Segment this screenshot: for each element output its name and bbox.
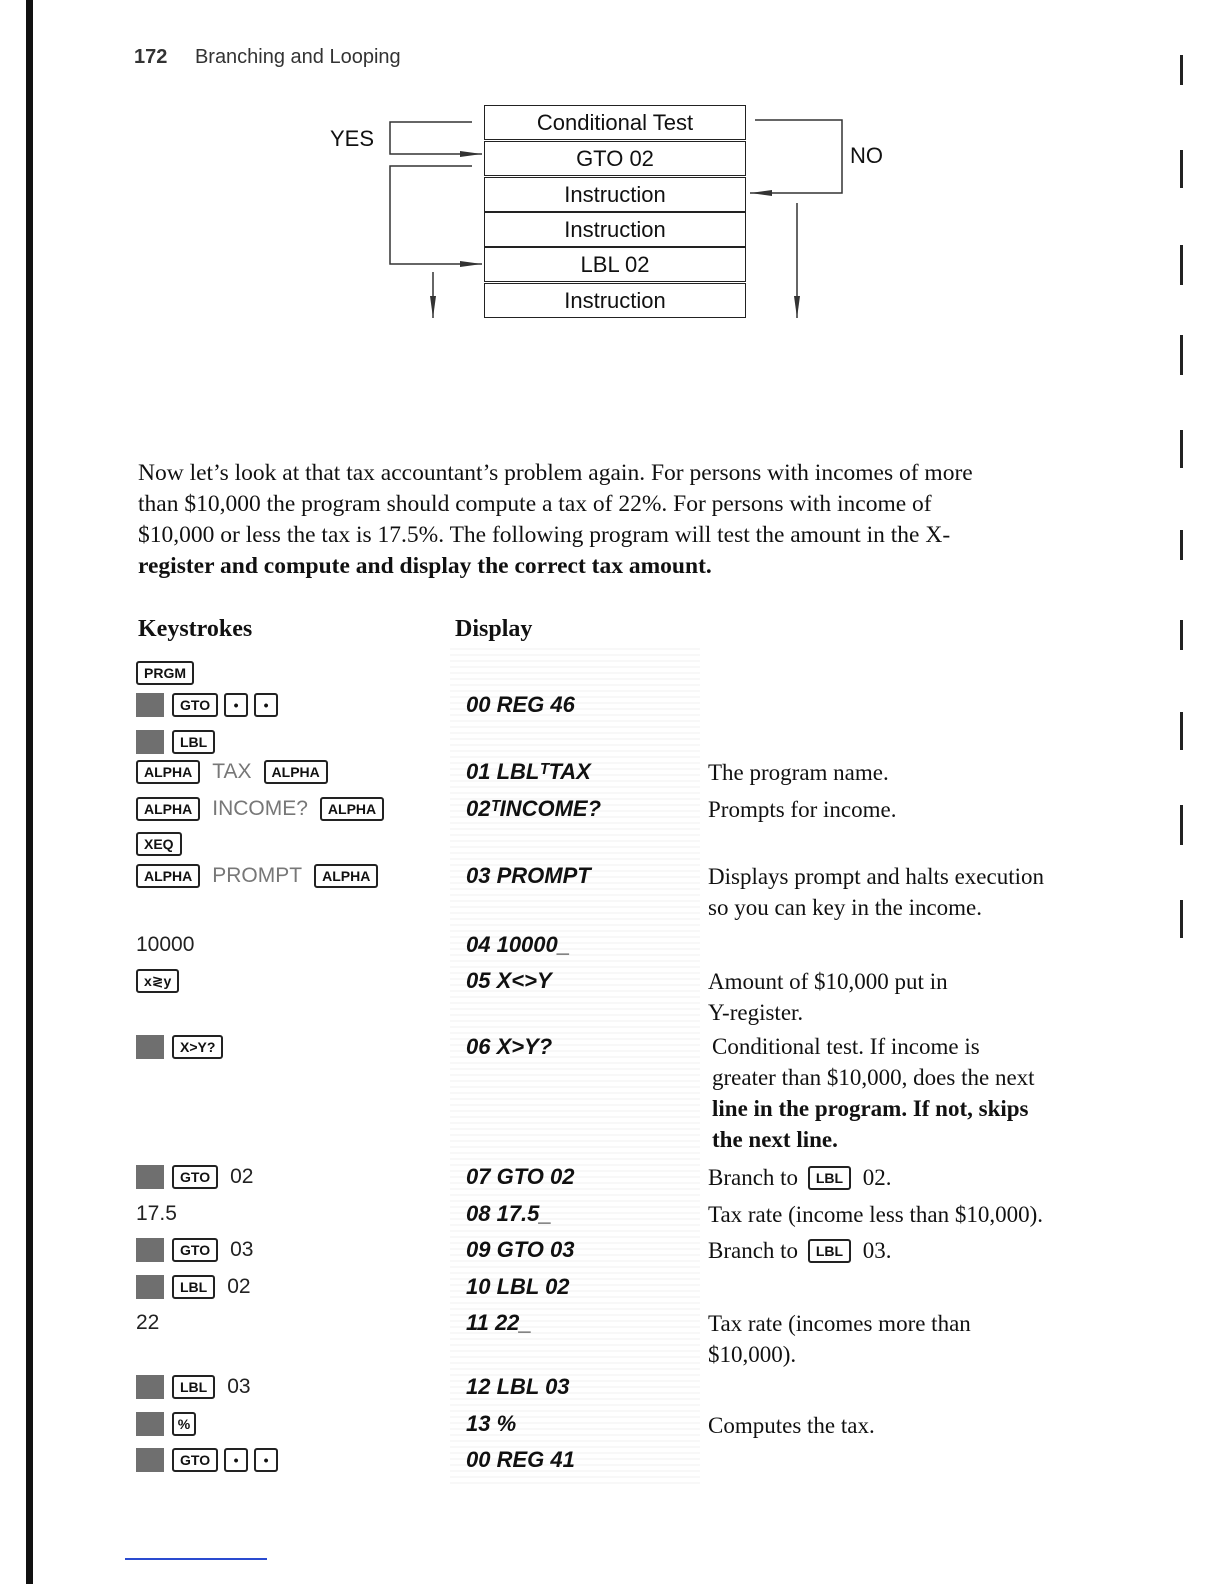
- keystroke-cell: [136, 1162, 253, 1192]
- description: [708, 794, 1108, 825]
- calculator-key: %: [172, 1412, 196, 1436]
- calculator-key: LBL: [808, 1239, 851, 1263]
- calculator-key: LBL: [808, 1166, 851, 1190]
- calculator-key: GTO: [172, 693, 218, 717]
- description-line: Tax rate (incomes more than: [708, 1311, 971, 1336]
- keystroke-cell: [136, 1272, 251, 1302]
- description-line: Displays prompt and halts execution: [708, 864, 1044, 889]
- flow-box: Instruction: [484, 177, 746, 212]
- listing-row: [0, 1445, 1224, 1475]
- keystroke-cell: [136, 1372, 251, 1402]
- description: Branch to LBL 03.: [708, 1238, 892, 1263]
- display-readout: 07 GTO 02: [466, 1164, 575, 1189]
- keystroke-cell: [136, 966, 179, 996]
- flow-box: Conditional Test: [484, 105, 746, 140]
- description: Branch to LBL 02.: [708, 1165, 892, 1190]
- display-readout: 13 %: [466, 1411, 517, 1436]
- keyed-number: 17.5: [136, 1202, 177, 1225]
- keystroke-cell: [136, 861, 378, 891]
- shift-key: [136, 730, 164, 754]
- calculator-key: GTO: [172, 1165, 218, 1189]
- footnote-rule: [125, 1558, 267, 1560]
- keystroke-cell: [136, 1308, 159, 1338]
- keystroke-cell: [136, 658, 194, 688]
- description-line: greater than $10,000, does the next: [712, 1065, 1035, 1090]
- flowchart: [0, 0, 1224, 340]
- calculator-key: ALPHA: [264, 760, 328, 784]
- listing-row: [0, 829, 1224, 859]
- keystroke-cell: [136, 1235, 253, 1265]
- display-readout: 09 GTO 03: [466, 1237, 575, 1262]
- yes-arrow: [390, 122, 482, 154]
- calculator-key: ALPHA: [136, 797, 200, 821]
- keystrokes-heading: Keystrokes: [138, 616, 253, 642]
- description-line: $10,000).: [708, 1342, 797, 1367]
- calculator-key: •: [254, 1448, 278, 1472]
- description: [712, 1031, 1112, 1155]
- calculator-key: LBL: [172, 1275, 215, 1299]
- shift-key: [136, 1035, 164, 1059]
- calculator-key: x≷y: [136, 969, 179, 993]
- calculator-key: LBL: [172, 1375, 215, 1399]
- flow-box: LBL 02: [484, 247, 746, 282]
- keyed-number: 03: [227, 1375, 251, 1398]
- display-readout: 01 LBLᵀTAX: [466, 759, 591, 784]
- keystroke-cell: [136, 1199, 177, 1229]
- calculator-key: GTO: [172, 1448, 218, 1472]
- display-readout: 12 LBL 03: [466, 1374, 570, 1399]
- branch-arrow: [390, 166, 482, 264]
- no-label: NO: [850, 143, 883, 168]
- paragraph-line: than $10,000 the program should compute a tax of 22%. For persons with income of: [138, 491, 932, 517]
- paragraph-line: $10,000 or less the tax is 17.5%. The following program will test the amount in the X-: [138, 522, 951, 548]
- calculator-key: ALPHA: [320, 797, 384, 821]
- description-line: so you can key in the income.: [708, 895, 983, 920]
- keystroke-cell: [136, 690, 278, 720]
- keystroke-cell: [136, 829, 182, 859]
- calculator-key: ALPHA: [314, 864, 378, 888]
- calculator-key: ALPHA: [136, 864, 200, 888]
- description-line: Y-register.: [708, 1000, 804, 1025]
- display-readout: 11 22_: [466, 1310, 532, 1335]
- keystroke-cell: [136, 727, 215, 757]
- description-line: Conditional test. If income is: [712, 1034, 980, 1059]
- listing-row: [0, 1272, 1224, 1302]
- calculator-key: •: [224, 693, 248, 717]
- shift-key: [136, 1165, 164, 1189]
- display-readout: 08 17.5_: [466, 1201, 552, 1226]
- flow-box: Instruction: [484, 212, 746, 247]
- description-line: Computes the tax.: [708, 1413, 875, 1438]
- shift-key: [136, 1412, 164, 1436]
- keystroke-cell: [136, 794, 384, 824]
- calculator-key: GTO: [172, 1238, 218, 1262]
- keystroke-cell: [136, 930, 194, 960]
- description-line: Tax rate (income less than $10,000).: [708, 1202, 1043, 1227]
- display-readout: 10 LBL 02: [466, 1274, 570, 1299]
- body-paragraph: [138, 458, 1090, 582]
- calculator-key: LBL: [172, 730, 215, 754]
- display-readout: 02ᵀINCOME?: [466, 796, 602, 821]
- keystroke-cell: [136, 1409, 196, 1439]
- alpha-text: PROMPT: [212, 864, 303, 887]
- description-line: Prompts for income.: [708, 797, 897, 822]
- display-readout: 05 X<>Y: [466, 968, 552, 993]
- shift-key: [136, 1375, 164, 1399]
- description-line: the next line.: [712, 1127, 838, 1152]
- flow-box: GTO 02: [484, 141, 746, 176]
- shift-key: [136, 1238, 164, 1262]
- keyed-number: 10000: [136, 933, 195, 956]
- description: [708, 1199, 1128, 1230]
- shift-key: [136, 1448, 164, 1472]
- flow-box: Instruction: [484, 283, 746, 318]
- keyed-number: 03: [230, 1238, 254, 1261]
- keyed-number: 02: [230, 1165, 254, 1188]
- description-line: line in the program. If not, skips: [712, 1096, 1029, 1121]
- description: [708, 1308, 1108, 1370]
- paragraph-line: register and compute and display the correct tax amount.: [138, 553, 712, 579]
- listing-row: [0, 690, 1224, 720]
- calculator-key: ALPHA: [136, 760, 200, 784]
- display-readout: 03 PROMPT: [466, 863, 591, 888]
- description-line: Amount of $10,000 put in: [708, 969, 948, 994]
- display-readout: 06 X>Y?: [466, 1034, 553, 1059]
- description-line: The program name.: [708, 760, 889, 785]
- paragraph-line: Now let’s look at that tax accountant’s problem again. For persons with incomes of more: [138, 460, 973, 486]
- display-readout: 00 REG 41: [466, 1447, 575, 1472]
- calculator-key: PRGM: [136, 661, 194, 685]
- calculator-key: •: [254, 693, 278, 717]
- calculator-key: XEQ: [136, 832, 182, 856]
- listing-row: [0, 1372, 1224, 1402]
- keystroke-cell: [136, 1445, 278, 1475]
- no-arrow: [750, 120, 842, 193]
- display-readout: 04 10000_: [466, 932, 570, 957]
- keystroke-cell: [136, 757, 328, 787]
- alpha-text: INCOME?: [212, 797, 308, 820]
- alpha-text: TAX: [212, 760, 252, 783]
- shift-key: [136, 1275, 164, 1299]
- keyed-number: 22: [136, 1311, 160, 1334]
- description: [708, 1410, 1108, 1441]
- description: [708, 966, 1108, 1028]
- description: [708, 757, 1108, 788]
- yes-label: YES: [330, 126, 375, 151]
- listing-row: [0, 930, 1224, 960]
- listing-row: [0, 727, 1224, 757]
- page-number: 172: [134, 46, 168, 68]
- calculator-key: X>Y?: [172, 1035, 223, 1059]
- keystroke-cell: [136, 1032, 223, 1062]
- display-readout: 00 REG 46: [466, 692, 575, 717]
- listing-row: [0, 658, 1224, 688]
- description: [708, 861, 1108, 923]
- display-heading: Display: [455, 616, 533, 642]
- shift-key: [136, 693, 164, 717]
- chapter-title: Branching and Looping: [194, 46, 401, 68]
- calculator-key: •: [224, 1448, 248, 1472]
- keyed-number: 02: [227, 1275, 251, 1298]
